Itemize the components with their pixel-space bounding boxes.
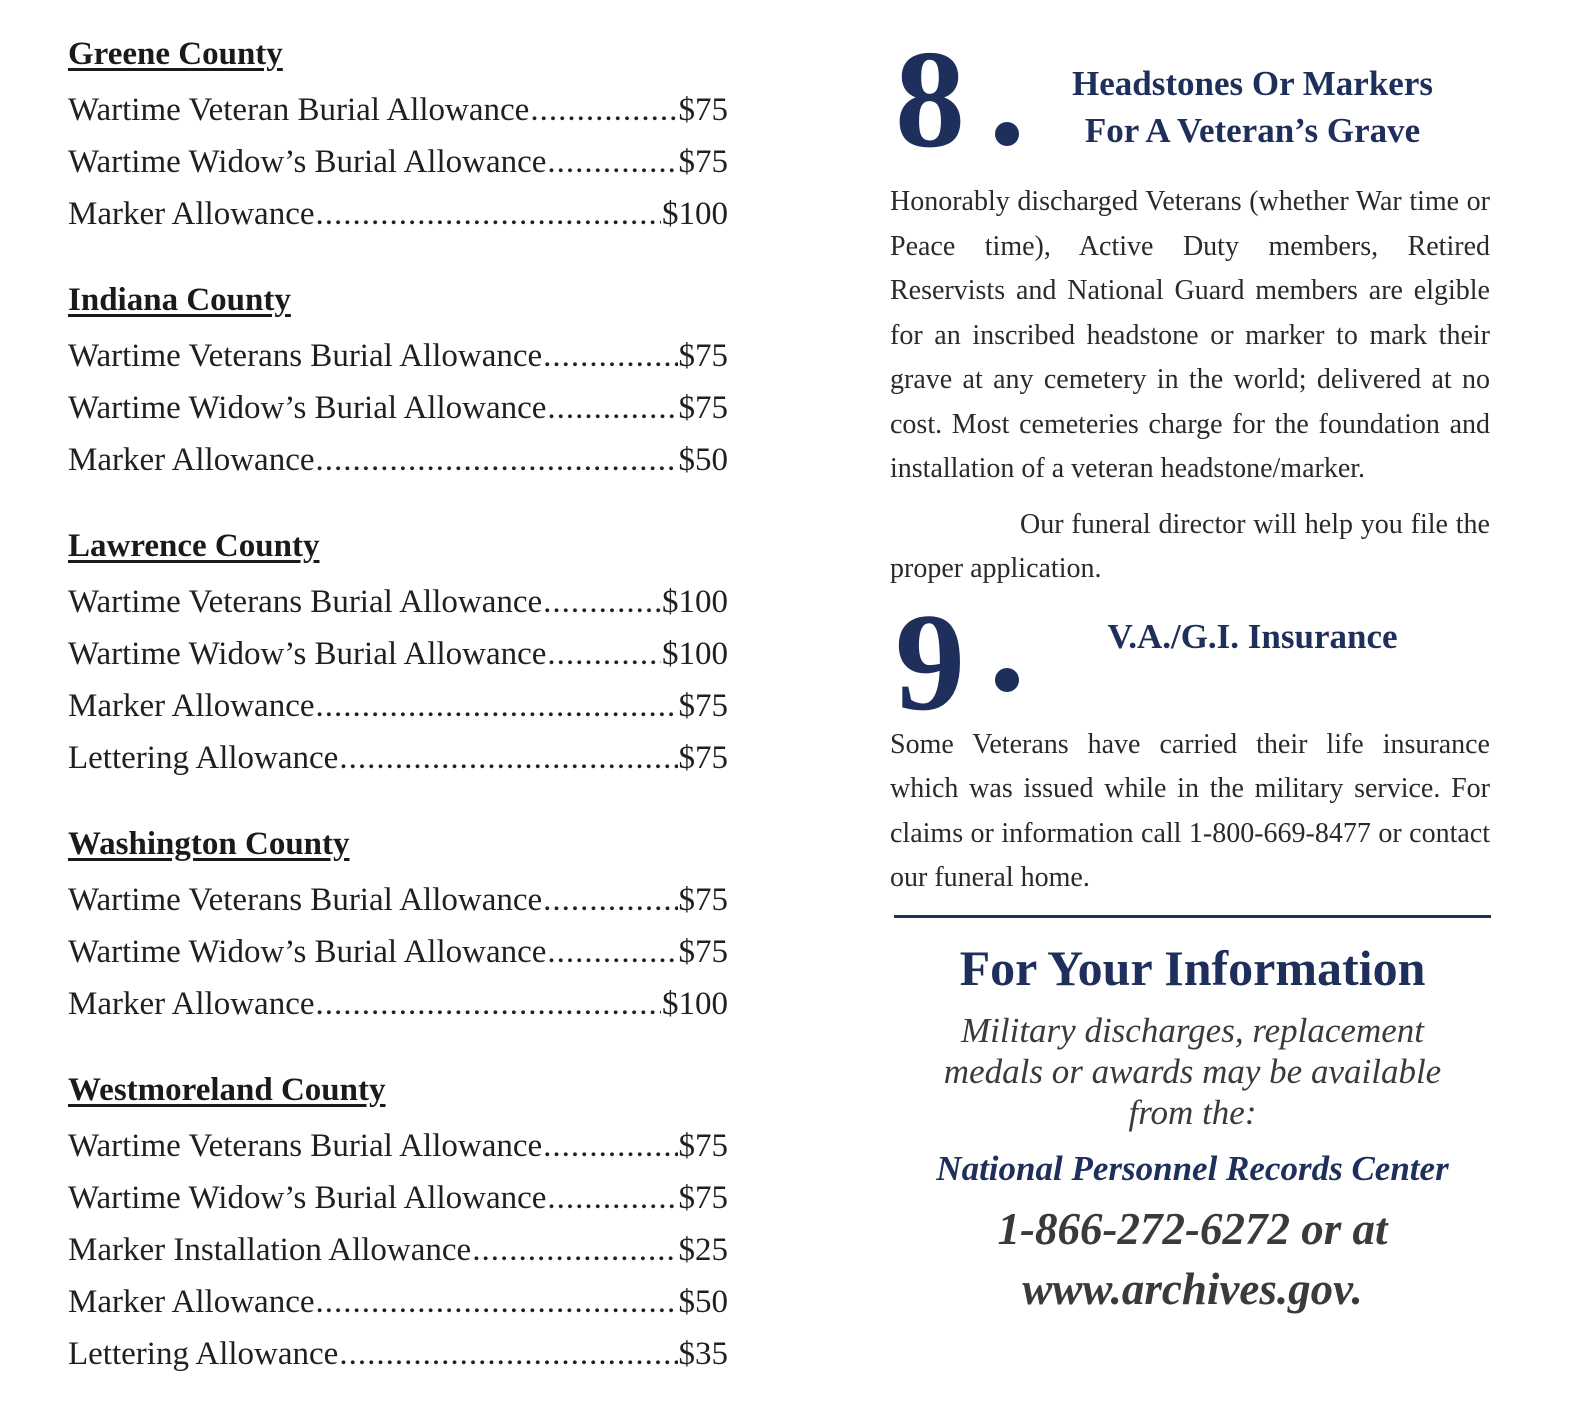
allowance-amount: $35 (678, 1336, 728, 1372)
fyi-phone: 1-866-272-6272 or at (997, 1203, 1388, 1254)
allowance-amount: $75 (678, 934, 728, 970)
section-number: 8 (895, 22, 965, 177)
county-name: Lawrence County (68, 528, 320, 564)
allowance-amount: $25 (678, 1232, 728, 1268)
allowance-row (68, 732, 728, 784)
allowance-label: Wartime Veterans Burial Allowance (68, 584, 543, 620)
allowance-label: Lettering Allowance (68, 1336, 339, 1372)
fyi-organization: National Personnel Records Center (936, 1148, 1449, 1188)
section-8-body: Honorably discharged Veterans (whether War time or Peace time), Active Duty members, Retired Reservists and National Guard members are elgible for an inscribed headstone or marker to mark their grave at any cemetery in the world; delivered at no cost. Most cemeteries charge for the foundation and installation of a veteran headstone/marker. (890, 186, 1490, 484)
allowance-amount: $100 (662, 986, 728, 1022)
county-name: Indiana County (68, 282, 291, 318)
section-number: 9 (895, 584, 965, 740)
county-allowances (68, 30, 728, 1416)
allowance-row (68, 382, 728, 434)
allowance-row (68, 1120, 728, 1172)
allowance-amount: $75 (678, 92, 728, 128)
section-title: V.A./G.I. Insurance (1107, 616, 1398, 656)
allowance-amount: $75 (678, 882, 728, 918)
allowance-label: Marker Allowance (68, 688, 315, 724)
allowance-label: Wartime Widow’s Burial Allowance (68, 1180, 547, 1216)
allowance-label: Wartime Widow’s Burial Allowance (68, 390, 547, 426)
allowance-row (68, 1172, 728, 1224)
allowance-amount: $100 (662, 584, 728, 620)
fyi-title: For Your Information (959, 939, 1426, 996)
section-title: Headstones Or Markers For A Veteran’s Grave (1072, 64, 1433, 150)
allowance-amount: $100 (662, 196, 728, 232)
allowance-amount: $75 (678, 390, 728, 426)
allowance-row (68, 978, 728, 1030)
county-section-greene (68, 30, 728, 240)
allowance-row (68, 628, 728, 680)
allowance-label: Wartime Veterans Burial Allowance (68, 1128, 543, 1164)
allowance-label: Marker Allowance (68, 196, 315, 232)
allowance-row (68, 1328, 728, 1380)
allowance-amount: $75 (678, 740, 728, 776)
allowance-amount: $50 (678, 1284, 728, 1320)
county-name: Westmoreland County (68, 1072, 386, 1108)
allowance-label: Marker Allowance (68, 1284, 315, 1320)
allowance-row (68, 434, 728, 486)
allowance-row (68, 1224, 728, 1276)
allowance-label: Marker Allowance (68, 442, 315, 478)
allowance-row (68, 188, 728, 240)
section-9-heading (890, 584, 1490, 740)
section-8-heading (890, 22, 1490, 180)
allowance-label: Wartime Widow’s Burial Allowance (68, 144, 547, 180)
fyi-box (894, 938, 1491, 1319)
allowance-amount: $75 (678, 1128, 728, 1164)
county-name: Greene County (68, 36, 283, 72)
county-section-indiana (68, 276, 728, 486)
allowance-row (68, 136, 728, 188)
allowance-label: Marker Installation Allowance (68, 1232, 472, 1268)
allowance-amount: $100 (662, 636, 728, 672)
allowance-label: Marker Allowance (68, 986, 315, 1022)
fyi-website: www.archives.gov. (1022, 1263, 1363, 1314)
allowance-row (68, 1276, 728, 1328)
allowance-row (68, 680, 728, 732)
allowance-amount: $75 (678, 338, 728, 374)
allowance-amount: $50 (678, 442, 728, 478)
county-section-washington (68, 820, 728, 1030)
allowance-row (68, 330, 728, 382)
allowance-label: Lettering Allowance (68, 740, 339, 776)
allowance-row (68, 926, 728, 978)
county-section-lawrence (68, 522, 728, 784)
allowance-label: Wartime Widow’s Burial Allowance (68, 934, 547, 970)
section-8-note: Our funeral director will help you file the proper application. (890, 508, 1490, 584)
county-section-westmoreland (68, 1066, 728, 1380)
section-9-body: Some Veterans have carried their life insurance which was issued while in the military service. For claims or information call 1-800-669-8477 or contact our funeral home. (890, 728, 1490, 893)
benefits-column (890, 22, 1490, 1319)
allowance-amount: $75 (678, 144, 728, 180)
county-name: Washington County (68, 826, 350, 862)
allowance-row (68, 84, 728, 136)
allowance-label: Wartime Veterans Burial Allowance (68, 338, 543, 374)
allowance-row (68, 874, 728, 926)
allowance-label: Wartime Widow’s Burial Allowance (68, 636, 547, 672)
allowance-amount: $75 (678, 1180, 728, 1216)
fyi-text: Military discharges, replacement medals or awards may be available from the: (943, 1010, 1442, 1132)
allowance-row (68, 576, 728, 628)
divider (894, 915, 1491, 918)
bullet-dot-icon (995, 122, 1019, 146)
allowance-amount: $75 (678, 688, 728, 724)
allowance-label: Wartime Veterans Burial Allowance (68, 882, 543, 918)
allowance-label: Wartime Veteran Burial Allowance (68, 92, 530, 128)
bullet-dot-icon (995, 668, 1019, 692)
